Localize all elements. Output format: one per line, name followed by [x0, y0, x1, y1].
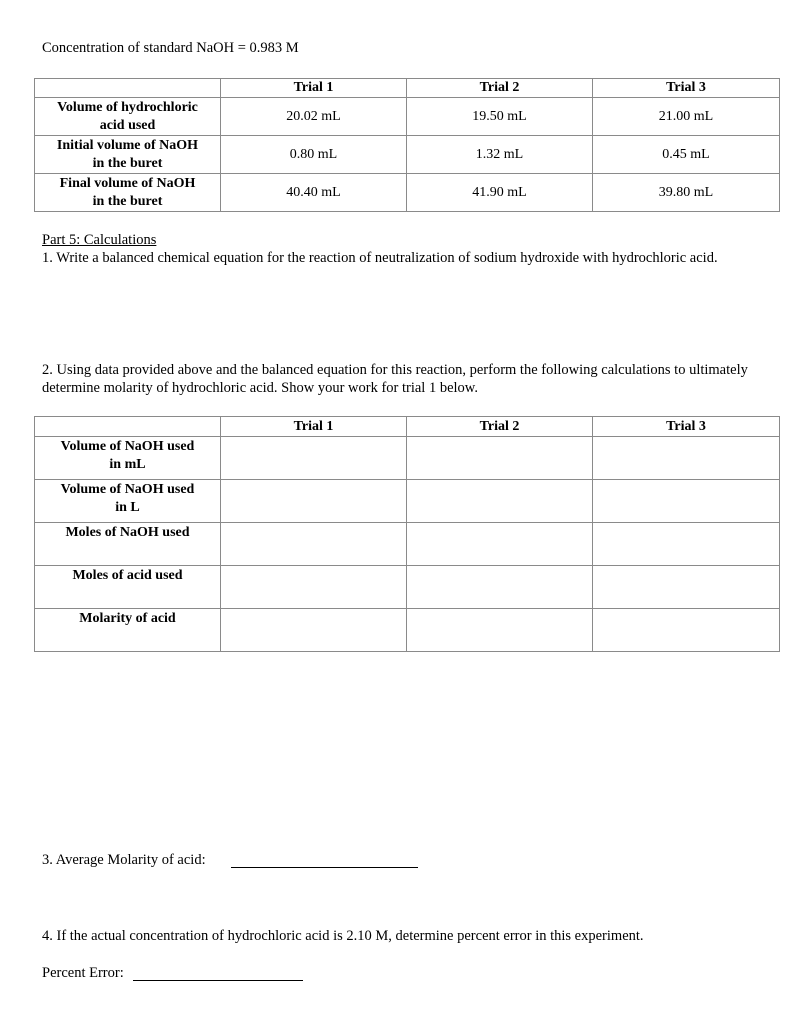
column-header-trial-2: Trial 2 — [407, 417, 593, 437]
column-header-empty — [35, 417, 221, 437]
answer-cell-input[interactable] — [593, 606, 779, 648]
question-3-label: 3. Average Molarity of acid: — [42, 852, 206, 868]
answer-cell[interactable] — [221, 523, 407, 566]
row-label-line: Molarity of acid — [79, 611, 176, 626]
table-row — [35, 480, 780, 523]
answer-cell-input[interactable] — [593, 563, 779, 605]
row-label-line: in L — [115, 500, 140, 515]
percent-error-input[interactable] — [133, 964, 303, 981]
table-cell: 21.00 mL — [593, 98, 780, 136]
row-label — [35, 437, 221, 480]
answer-cell[interactable] — [407, 609, 593, 652]
answer-cell[interactable] — [221, 480, 407, 523]
answer-cell-input[interactable] — [407, 563, 592, 605]
answer-cell[interactable] — [407, 437, 593, 480]
answer-cell-input[interactable] — [221, 477, 406, 519]
answer-cell[interactable] — [407, 566, 593, 609]
row-label — [35, 136, 221, 174]
answer-cell-input[interactable] — [407, 477, 592, 519]
question-2-text: 2. Using data provided above and the balanced equation for this reaction, perform the following calculations to ultimately determine molarity of hydrochloric acid. Show your work for trial 1 below. — [42, 362, 748, 396]
table-row — [35, 98, 780, 136]
answer-cell-input[interactable] — [221, 563, 406, 605]
answer-cell[interactable] — [221, 437, 407, 480]
answer-cell-input[interactable] — [593, 434, 779, 476]
answer-cell-input[interactable] — [221, 520, 406, 562]
row-label-line: Moles of acid used — [72, 568, 183, 583]
column-header-trial-2: Trial 2 — [407, 79, 593, 98]
answer-cell[interactable] — [221, 609, 407, 652]
table-cell: 1.32 mL — [407, 136, 593, 174]
table-row — [35, 566, 780, 609]
column-header-trial-1: Trial 1 — [221, 79, 407, 98]
question-1-text: 1. Write a balanced chemical equation for the reaction of neutralization of sodium hydroxide with hydrochloric acid. — [42, 250, 718, 266]
column-header-trial-1: Trial 1 — [221, 417, 407, 437]
row-label — [35, 98, 221, 136]
answer-cell[interactable] — [593, 566, 780, 609]
table-cell: 40.40 mL — [221, 174, 407, 212]
table-row — [35, 523, 780, 566]
answer-cell[interactable] — [407, 480, 593, 523]
question-4-text: 4. If the actual concentration of hydrochloric acid is 2.10 M, determine percent error in this experiment. — [42, 928, 644, 944]
row-label-line: in mL — [109, 457, 146, 472]
answer-cell-input[interactable] — [407, 606, 592, 648]
row-label-line: Volume of NaOH used — [60, 439, 195, 454]
row-label — [35, 523, 221, 566]
section-heading-calculations: Part 5: Calculations — [42, 232, 157, 248]
row-label-line: Final volume of NaOH — [59, 175, 196, 191]
answer-cell[interactable] — [593, 523, 780, 566]
table-cell: 20.02 mL — [221, 98, 407, 136]
trial-data-table — [34, 78, 780, 212]
row-label — [35, 609, 221, 652]
answer-cell-input[interactable] — [221, 606, 406, 648]
average-molarity-input[interactable] — [231, 851, 418, 868]
table-header-row — [35, 79, 780, 98]
answer-cell[interactable] — [593, 480, 780, 523]
answer-cell-input[interactable] — [221, 434, 406, 476]
row-label — [35, 566, 221, 609]
row-label — [35, 174, 221, 212]
row-label-line: Volume of hydrochloric — [57, 99, 198, 115]
row-label-line: Initial volume of NaOH — [56, 137, 199, 153]
answer-cell[interactable] — [593, 437, 780, 480]
table-row — [35, 136, 780, 174]
answer-cell-input[interactable] — [593, 520, 779, 562]
column-header-trial-3: Trial 3 — [593, 79, 780, 98]
answer-cell[interactable] — [221, 566, 407, 609]
concentration-statement: Concentration of standard NaOH = 0.983 M — [42, 40, 299, 56]
table-cell: 0.80 mL — [221, 136, 407, 174]
answer-cell-input[interactable] — [407, 520, 592, 562]
row-label — [35, 480, 221, 523]
answer-cell-input[interactable] — [593, 477, 779, 519]
answer-cell-input[interactable] — [407, 434, 592, 476]
answer-cell[interactable] — [407, 523, 593, 566]
row-label-line: acid used — [99, 117, 156, 133]
calculation-table — [34, 416, 780, 652]
table-cell: 41.90 mL — [407, 174, 593, 212]
table-cell: 19.50 mL — [407, 98, 593, 136]
answer-cell[interactable] — [593, 609, 780, 652]
table-cell: 39.80 mL — [593, 174, 780, 212]
table-row — [35, 174, 780, 212]
row-label-line: in the buret — [92, 155, 163, 171]
row-label-line: Moles of NaOH used — [65, 525, 190, 540]
table-cell: 0.45 mL — [593, 136, 780, 174]
row-label-line: in the buret — [92, 193, 163, 209]
column-header-trial-3: Trial 3 — [593, 417, 780, 437]
row-label-line: Volume of NaOH used — [60, 482, 195, 497]
percent-error-label: Percent Error: — [42, 965, 124, 981]
table-row — [35, 609, 780, 652]
table-row — [35, 437, 780, 480]
column-header-empty — [35, 79, 221, 98]
